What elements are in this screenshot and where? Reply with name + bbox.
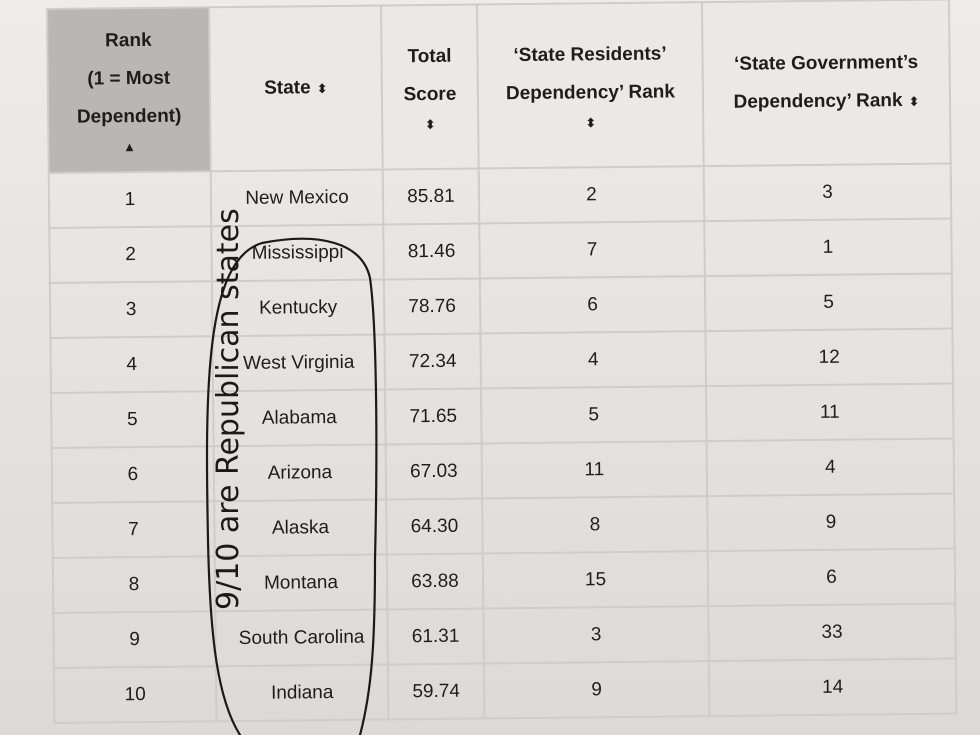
column-header-rank[interactable] bbox=[47, 7, 211, 173]
rank-cell: 4 bbox=[50, 336, 213, 393]
table-row bbox=[52, 494, 955, 558]
residents-rank-cell: 4 bbox=[480, 331, 706, 388]
sort-both-icon[interactable]: ⬍ bbox=[908, 93, 920, 109]
dependency-rank-table bbox=[46, 0, 957, 724]
score-header-line-1: Total bbox=[407, 45, 452, 68]
residents-rank-cell: 15 bbox=[483, 551, 709, 608]
score-cell: 67.03 bbox=[386, 443, 483, 499]
residents-rank-cell: 3 bbox=[483, 606, 709, 663]
rank-cell: 9 bbox=[53, 611, 216, 668]
score-cell: 59.74 bbox=[388, 663, 485, 719]
score-cell: 71.65 bbox=[385, 388, 482, 444]
government-rank-cell: 12 bbox=[705, 329, 953, 387]
column-header-government-rank[interactable] bbox=[702, 0, 951, 166]
column-header-total-score[interactable] bbox=[381, 4, 479, 169]
sort-both-icon[interactable]: ⬍ bbox=[585, 115, 597, 131]
rank-header-line-2: (1 = Most bbox=[87, 67, 171, 90]
table-row bbox=[52, 439, 955, 503]
header-row bbox=[47, 0, 951, 173]
rank-cell: 5 bbox=[51, 391, 214, 448]
annotation-text: 9/10 are Republican states bbox=[211, 208, 246, 610]
score-cell: 63.88 bbox=[387, 553, 484, 609]
rank-cell: 10 bbox=[54, 666, 217, 723]
residents-header-line-2: Dependency’ Rank bbox=[505, 81, 675, 105]
score-cell: 72.34 bbox=[384, 333, 481, 389]
rank-cell: 7 bbox=[52, 501, 215, 558]
state-cell: Alaska bbox=[214, 499, 387, 556]
government-rank-cell: 11 bbox=[706, 384, 954, 442]
residents-rank-cell: 9 bbox=[484, 661, 710, 718]
score-cell: 85.81 bbox=[383, 168, 480, 224]
state-cell: Arizona bbox=[214, 444, 387, 501]
state-cell: Mississippi bbox=[211, 224, 384, 281]
residents-rank-cell: 2 bbox=[479, 166, 705, 223]
score-cell: 64.30 bbox=[386, 498, 483, 554]
table-body bbox=[49, 164, 957, 723]
table-row bbox=[49, 164, 952, 228]
rank-header-line-1: Rank bbox=[105, 29, 152, 52]
government-header-line-2 bbox=[704, 81, 949, 123]
sort-both-icon[interactable]: ⬍ bbox=[316, 80, 328, 96]
table-row bbox=[51, 384, 954, 448]
government-rank-cell: 4 bbox=[707, 439, 955, 497]
government-header-line-2-text: Dependency’ Rank bbox=[733, 89, 903, 113]
government-rank-cell: 33 bbox=[708, 604, 956, 662]
rank-header-line-3: Dependent) bbox=[76, 105, 182, 128]
rank-cell: 8 bbox=[53, 556, 216, 613]
score-header-line-2: Score bbox=[403, 83, 457, 106]
state-cell: South Carolina bbox=[215, 609, 388, 666]
residents-rank-cell: 11 bbox=[482, 441, 708, 498]
government-rank-cell: 9 bbox=[707, 494, 955, 552]
column-header-state[interactable] bbox=[209, 5, 383, 171]
table-row bbox=[50, 274, 953, 338]
table-row bbox=[54, 659, 957, 723]
state-cell: West Virginia bbox=[212, 334, 385, 391]
sort-ascending-icon[interactable]: ▲ bbox=[122, 139, 136, 155]
table-row bbox=[53, 604, 956, 668]
rank-cell: 3 bbox=[50, 281, 213, 338]
score-cell: 81.46 bbox=[383, 223, 480, 279]
residents-rank-cell: 8 bbox=[482, 496, 708, 553]
score-cell: 61.31 bbox=[387, 608, 484, 664]
government-header-line-1: ‘State Government’s bbox=[733, 51, 919, 75]
score-cell: 78.76 bbox=[384, 278, 481, 334]
state-cell: New Mexico bbox=[211, 169, 384, 226]
dependency-table-container bbox=[46, 0, 956, 735]
rank-cell: 1 bbox=[49, 171, 212, 228]
sort-both-icon[interactable]: ⬍ bbox=[424, 116, 436, 133]
government-rank-cell: 1 bbox=[704, 219, 952, 277]
residents-rank-cell: 5 bbox=[481, 386, 707, 443]
government-rank-cell: 14 bbox=[709, 659, 957, 717]
table-row bbox=[50, 329, 953, 393]
state-cell: Montana bbox=[215, 554, 388, 611]
state-header-label: State bbox=[264, 76, 311, 99]
state-cell: Alabama bbox=[213, 389, 386, 446]
table-row bbox=[53, 549, 956, 613]
rank-cell: 2 bbox=[49, 226, 212, 283]
state-cell: Indiana bbox=[216, 664, 389, 721]
government-rank-cell: 3 bbox=[704, 164, 952, 222]
rank-cell: 6 bbox=[52, 446, 215, 503]
government-rank-cell: 6 bbox=[708, 549, 956, 607]
residents-rank-cell: 7 bbox=[479, 221, 705, 278]
column-header-residents-rank[interactable] bbox=[477, 2, 704, 168]
table-row bbox=[49, 219, 952, 283]
residents-rank-cell: 6 bbox=[480, 276, 706, 333]
government-rank-cell: 5 bbox=[705, 274, 953, 332]
residents-header-line-1: ‘State Residents’ bbox=[513, 43, 667, 67]
state-cell: Kentucky bbox=[212, 279, 385, 336]
